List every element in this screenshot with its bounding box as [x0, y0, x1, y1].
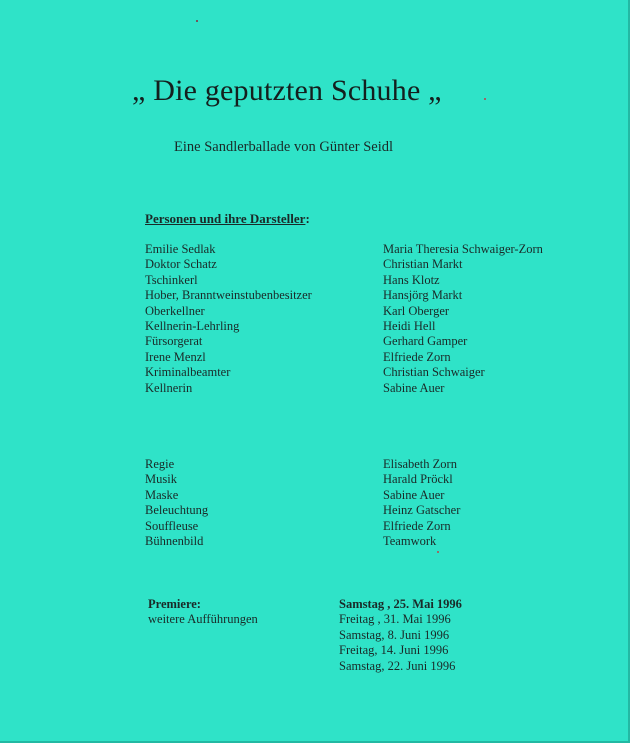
crew-name: Heinz Gatscher	[383, 503, 461, 518]
performance-dates	[339, 597, 462, 674]
cast-role: Emilie Sedlak	[145, 242, 216, 256]
ink-speck	[484, 98, 486, 100]
ink-speck	[437, 551, 439, 553]
cast-heading-colon: :	[305, 211, 310, 226]
performance-date: Freitag, 14. Juni 1996	[339, 643, 449, 658]
cast-actor: Elfriede Zorn	[383, 349, 451, 364]
more-performances-label: weitere Aufführungen	[148, 612, 258, 627]
cast-actor: Maria Theresia Schwaiger-Zorn	[383, 242, 543, 256]
ink-speck	[196, 20, 198, 22]
cast-actor: Gerhard Gamper	[383, 334, 468, 349]
crew-name: Elfriede Zorn	[383, 518, 451, 533]
cast-actor: Heidi Hell	[383, 319, 436, 334]
performance-date: Freitag , 31. Mai 1996	[339, 612, 451, 627]
crew-roles	[145, 457, 208, 549]
cast-heading	[145, 211, 310, 227]
crew-names	[383, 457, 460, 549]
play-subtitle: Eine Sandlerballade von Günter Seidl	[174, 139, 394, 155]
crew-name: Elisabeth Zorn	[383, 457, 457, 471]
cast-actor: Sabine Auer	[383, 380, 445, 395]
premiere-label: Premiere:	[148, 597, 201, 611]
cast-role: Kellnerin-Lehrling	[145, 319, 240, 334]
cast-roles	[145, 242, 312, 396]
performance-labels	[148, 597, 258, 628]
cast-actor: Karl Oberger	[383, 303, 450, 318]
play-title: „ Die geputzten Schuhe „	[132, 74, 442, 107]
cast-role: Doktor Schatz	[145, 257, 217, 272]
cast-actor: Hansjörg Markt	[383, 288, 463, 303]
cast-role: Irene Menzl	[145, 349, 206, 364]
cast-role: Fürsorgerat	[145, 334, 203, 349]
crew-name: Teamwork	[383, 534, 437, 549]
crew-role: Musik	[145, 472, 177, 487]
crew-role: Bühnenbild	[145, 534, 204, 549]
crew-role: Souffleuse	[145, 518, 199, 533]
cast-actors	[383, 242, 543, 396]
cast-role: Hober, Branntweinstubenbesitzer	[145, 288, 312, 303]
cast-role: Kellnerin	[145, 380, 193, 395]
crew-name: Sabine Auer	[383, 487, 445, 502]
cast-heading-text: Personen und ihre Darsteller	[145, 211, 306, 226]
cast-role: Oberkellner	[145, 303, 205, 318]
crew-role: Regie	[145, 457, 175, 471]
cast-actor: Christian Markt	[383, 257, 463, 272]
performance-date: Samstag, 22. Juni 1996	[339, 658, 456, 673]
premiere-date: Samstag , 25. Mai 1996	[339, 597, 462, 611]
crew-role: Maske	[145, 487, 179, 502]
cast-actor: Hans Klotz	[383, 272, 440, 287]
cast-actor: Christian Schwaiger	[383, 365, 485, 380]
crew-name: Harald Pröckl	[383, 472, 453, 487]
crew-role: Beleuchtung	[145, 503, 209, 518]
cast-role: Kriminalbeamter	[145, 365, 231, 380]
cast-role: Tschinkerl	[145, 272, 198, 287]
performance-date: Samstag, 8. Juni 1996	[339, 627, 450, 642]
